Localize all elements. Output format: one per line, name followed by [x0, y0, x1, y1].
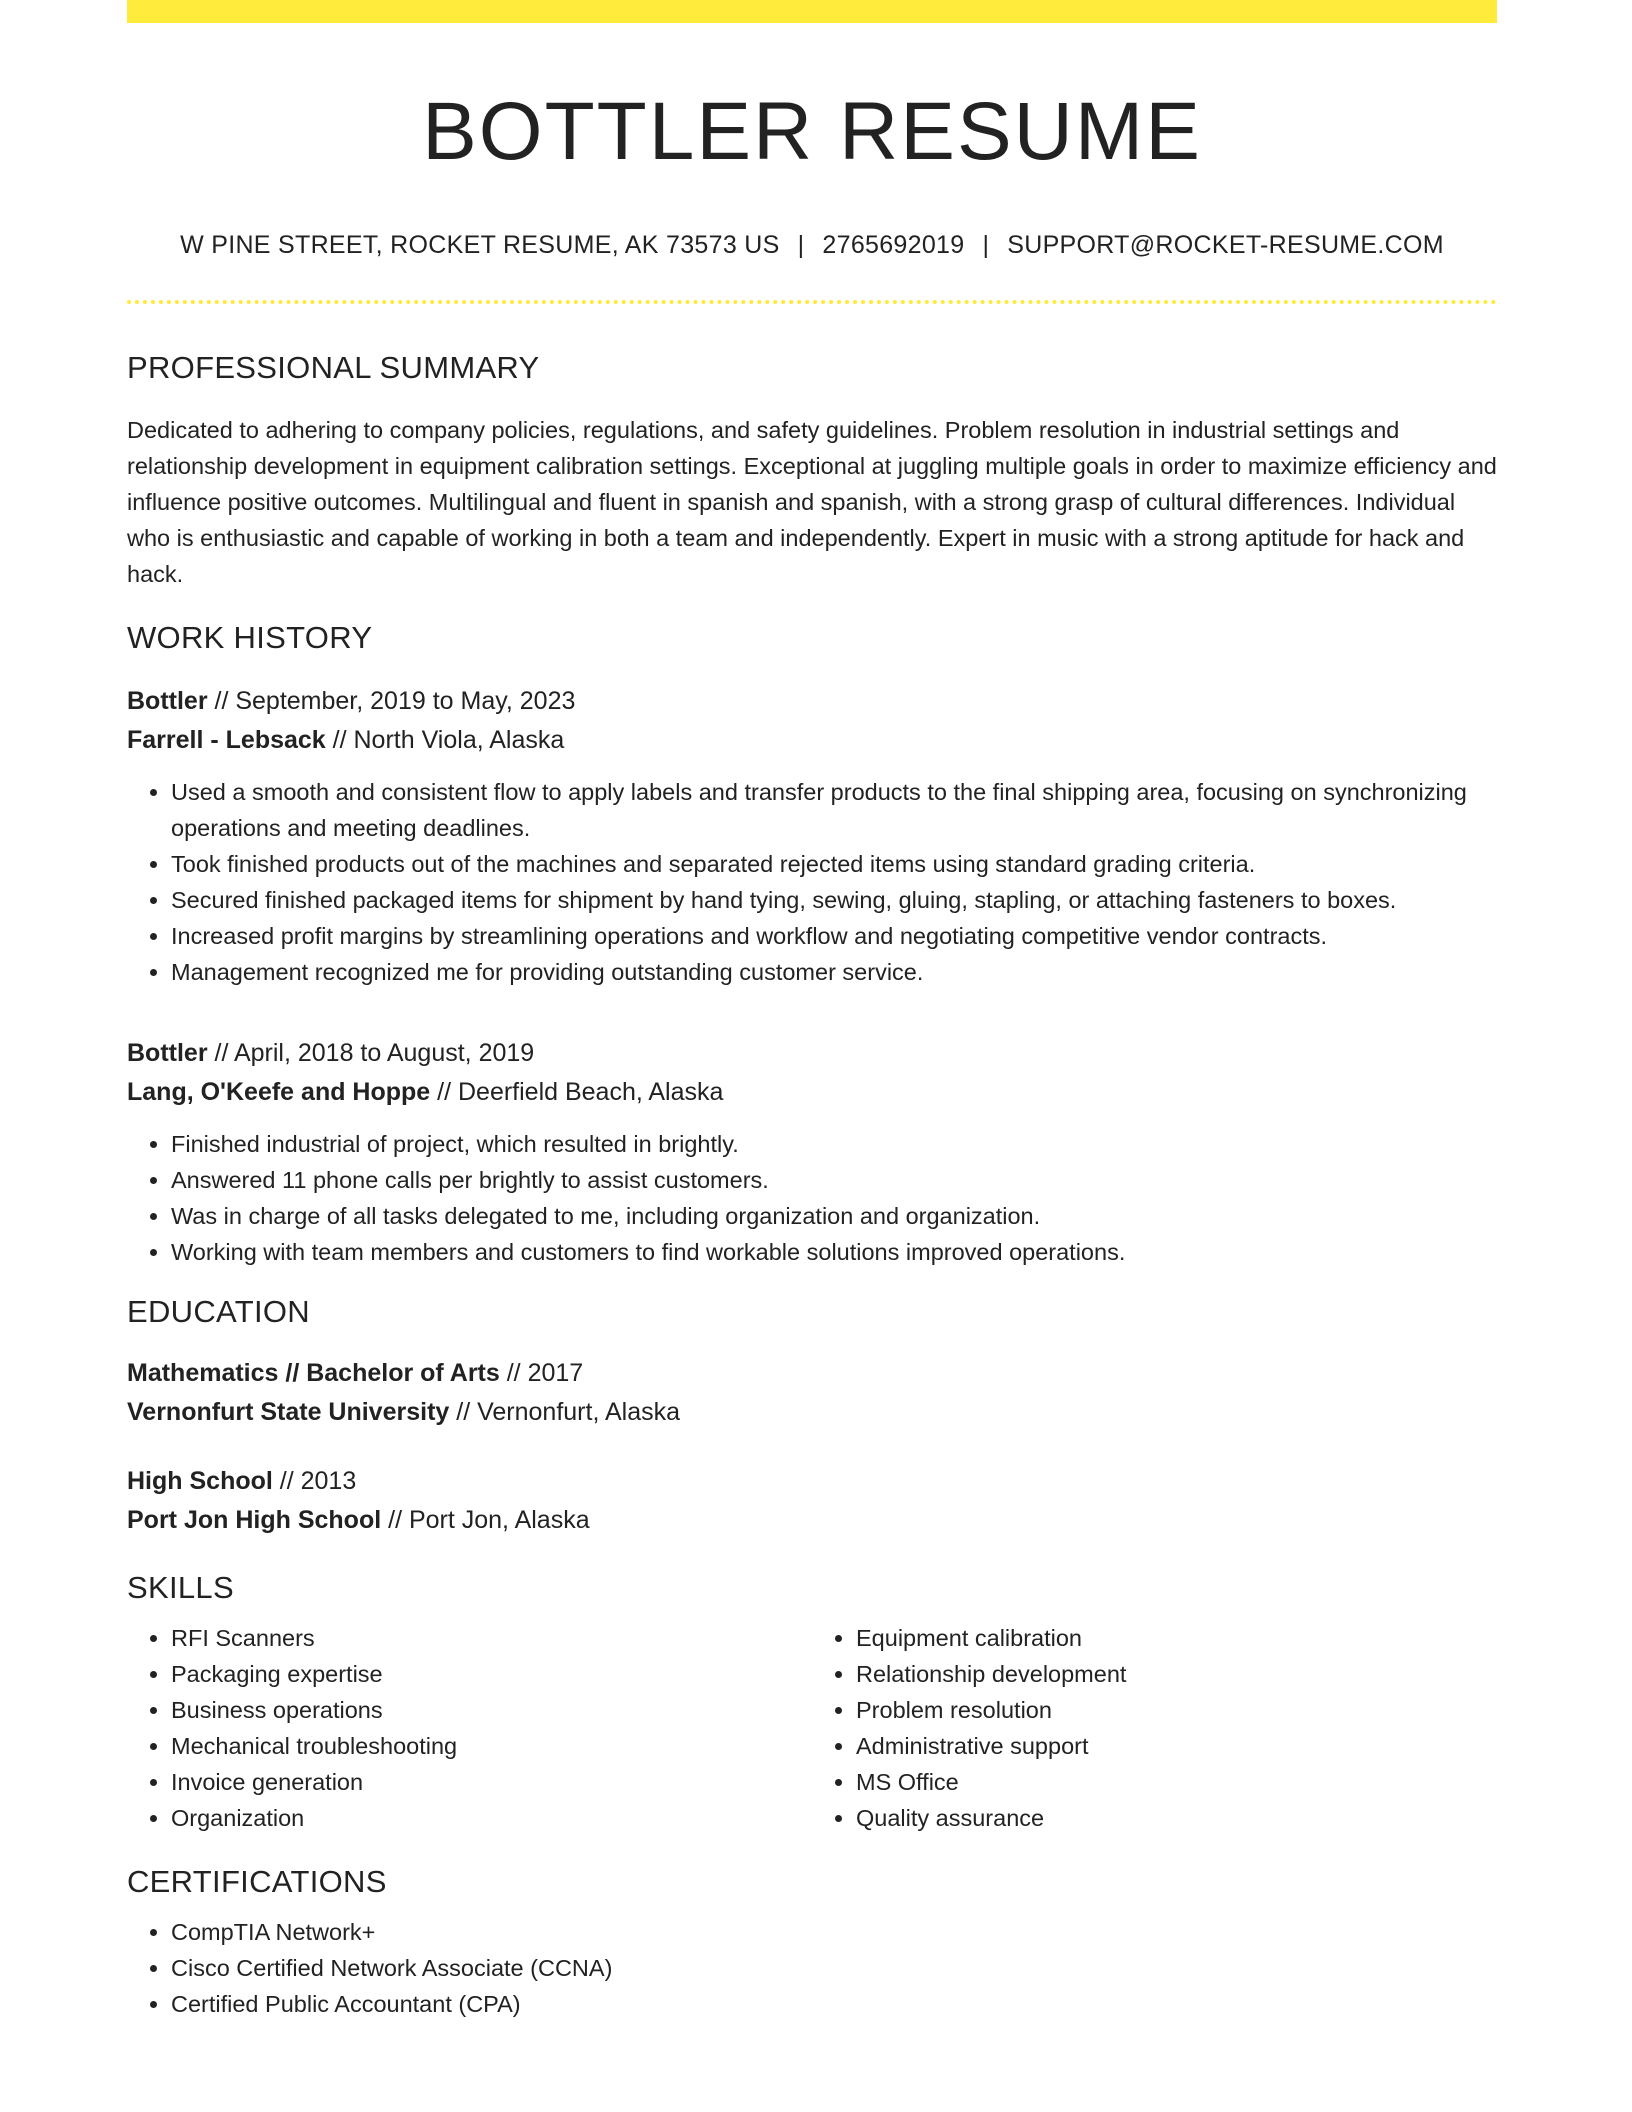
job-bullet: • Was in charge of all tasks delegated to me, including organization and organization. — [171, 1198, 1497, 1234]
contact-email: SUPPORT@ROCKET-RESUME.COM — [1007, 231, 1444, 260]
contact-separator: | — [797, 231, 805, 260]
job-role: Bottler — [127, 1039, 208, 1068]
education-degree-line — [127, 1462, 1497, 1501]
education-degree: Mathematics // Bachelor of Arts — [127, 1359, 500, 1388]
job-bullet: • Used a smooth and consistent flow to apply labels and transfer products to the final shipping area, focusing on synchronizing operations and meeting deadlines. — [171, 774, 1497, 846]
skill-item: • MS Office — [856, 1764, 1497, 1800]
job-bullet: • Took finished products out of the machines and separated rejected items using standard grading criteria. — [171, 846, 1497, 882]
skill-item: • Administrative support — [856, 1728, 1497, 1764]
contact-address: W PINE STREET, ROCKET RESUME, AK 73573 US — [180, 231, 780, 260]
skills-list-left — [127, 1620, 812, 1836]
section-title-education: EDUCATION — [127, 1294, 310, 1330]
job-bullet: • Answered 11 phone calls per brightly to assist customers. — [171, 1162, 1497, 1198]
skill-item: • Invoice generation — [171, 1764, 812, 1800]
certification-item: • CompTIA Network+ — [171, 1914, 1497, 1950]
section-title-work-history: WORK HISTORY — [127, 620, 373, 656]
education-school-line — [127, 1501, 1497, 1540]
job-role-line — [127, 682, 1497, 721]
skill-item: • Business operations — [171, 1692, 812, 1728]
job-bullet: • Working with team members and customers to find workable solutions improved operations. — [171, 1234, 1497, 1270]
accent-top-bar — [127, 0, 1497, 23]
section-title-skills: SKILLS — [127, 1570, 234, 1606]
education-entry — [127, 1354, 1497, 1432]
job-bullets — [127, 1126, 1497, 1270]
skill-item: • Equipment calibration — [856, 1620, 1497, 1656]
education-year: // 2017 — [499, 1359, 584, 1388]
skill-item: • RFI Scanners — [171, 1620, 812, 1656]
job-company: Lang, O'Keefe and Hoppe — [127, 1078, 431, 1107]
skill-item: • Problem resolution — [856, 1692, 1497, 1728]
job-role: Bottler — [127, 687, 208, 716]
education-degree: High School — [127, 1467, 273, 1496]
contact-phone: 2765692019 — [822, 231, 965, 260]
job-location: // Deerfield Beach, Alaska — [430, 1078, 724, 1107]
education-entry — [127, 1462, 1497, 1540]
certifications-list — [127, 1914, 1497, 2022]
job-bullet: • Increased profit margins by streamlining operations and workflow and negotiating competitive vendor contracts. — [171, 918, 1497, 954]
section-title-certifications: CERTIFICATIONS — [127, 1864, 387, 1900]
job-dates: // September, 2019 to May, 2023 — [207, 687, 576, 716]
job-dates: // April, 2018 to August, 2019 — [207, 1039, 535, 1068]
contact-line — [127, 231, 1497, 260]
education-degree-line — [127, 1354, 1497, 1393]
contact-separator: | — [982, 231, 990, 260]
job-bullet: • Secured finished packaged items for shipment by hand tying, sewing, gluing, stapling, or attaching fasteners to boxes. — [171, 882, 1497, 918]
skill-item: • Mechanical troubleshooting — [171, 1728, 812, 1764]
resume-title: BOTTLER RESUME — [422, 86, 1202, 177]
job-company-line — [127, 1073, 1497, 1112]
job-location: // North Viola, Alaska — [325, 726, 565, 755]
education-school: Vernonfurt State University — [127, 1398, 450, 1427]
job-role-line — [127, 1034, 1497, 1073]
dotted-divider — [127, 300, 1497, 304]
education-location: // Vernonfurt, Alaska — [449, 1398, 681, 1427]
education-year: // 2013 — [272, 1467, 357, 1496]
job-entry — [127, 1034, 1497, 1270]
education-location: // Port Jon, Alaska — [381, 1506, 590, 1535]
job-entry — [127, 682, 1497, 990]
job-bullet: • Finished industrial of project, which resulted in brightly. — [171, 1126, 1497, 1162]
certification-item: • Certified Public Accountant (CPA) — [171, 1986, 1497, 2022]
resume-page — [127, 0, 1497, 2022]
skills-columns — [127, 1620, 1497, 1836]
skills-list-right — [812, 1620, 1497, 1836]
skill-item: • Packaging expertise — [171, 1656, 812, 1692]
job-bullet: • Management recognized me for providing outstanding customer service. — [171, 954, 1497, 990]
certification-item: • Cisco Certified Network Associate (CCNA) — [171, 1950, 1497, 1986]
job-company: Farrell - Lebsack — [127, 726, 326, 755]
skill-item: • Relationship development — [856, 1656, 1497, 1692]
education-school: Port Jon High School — [127, 1506, 382, 1535]
job-company-line — [127, 721, 1497, 760]
skill-item: • Quality assurance — [856, 1800, 1497, 1836]
skill-item: • Organization — [171, 1800, 812, 1836]
section-title-summary: PROFESSIONAL SUMMARY — [127, 350, 540, 386]
education-school-line — [127, 1393, 1497, 1432]
job-bullets — [127, 774, 1497, 990]
summary-text: Dedicated to adhering to company policies, regulations, and safety guidelines. Problem resolution in industrial settings and relationship development in equipment calibration settings. Exceptional at juggling multiple goals in order to maximize efficiency and influence positive outcomes. Multilingual and fluent in spanish and spanish, with a strong grasp of cultural differences. Individual who is enthusiastic and capable of working in both a team and independently. Expert in music with a strong aptitude for hack and hack. — [127, 417, 1497, 588]
